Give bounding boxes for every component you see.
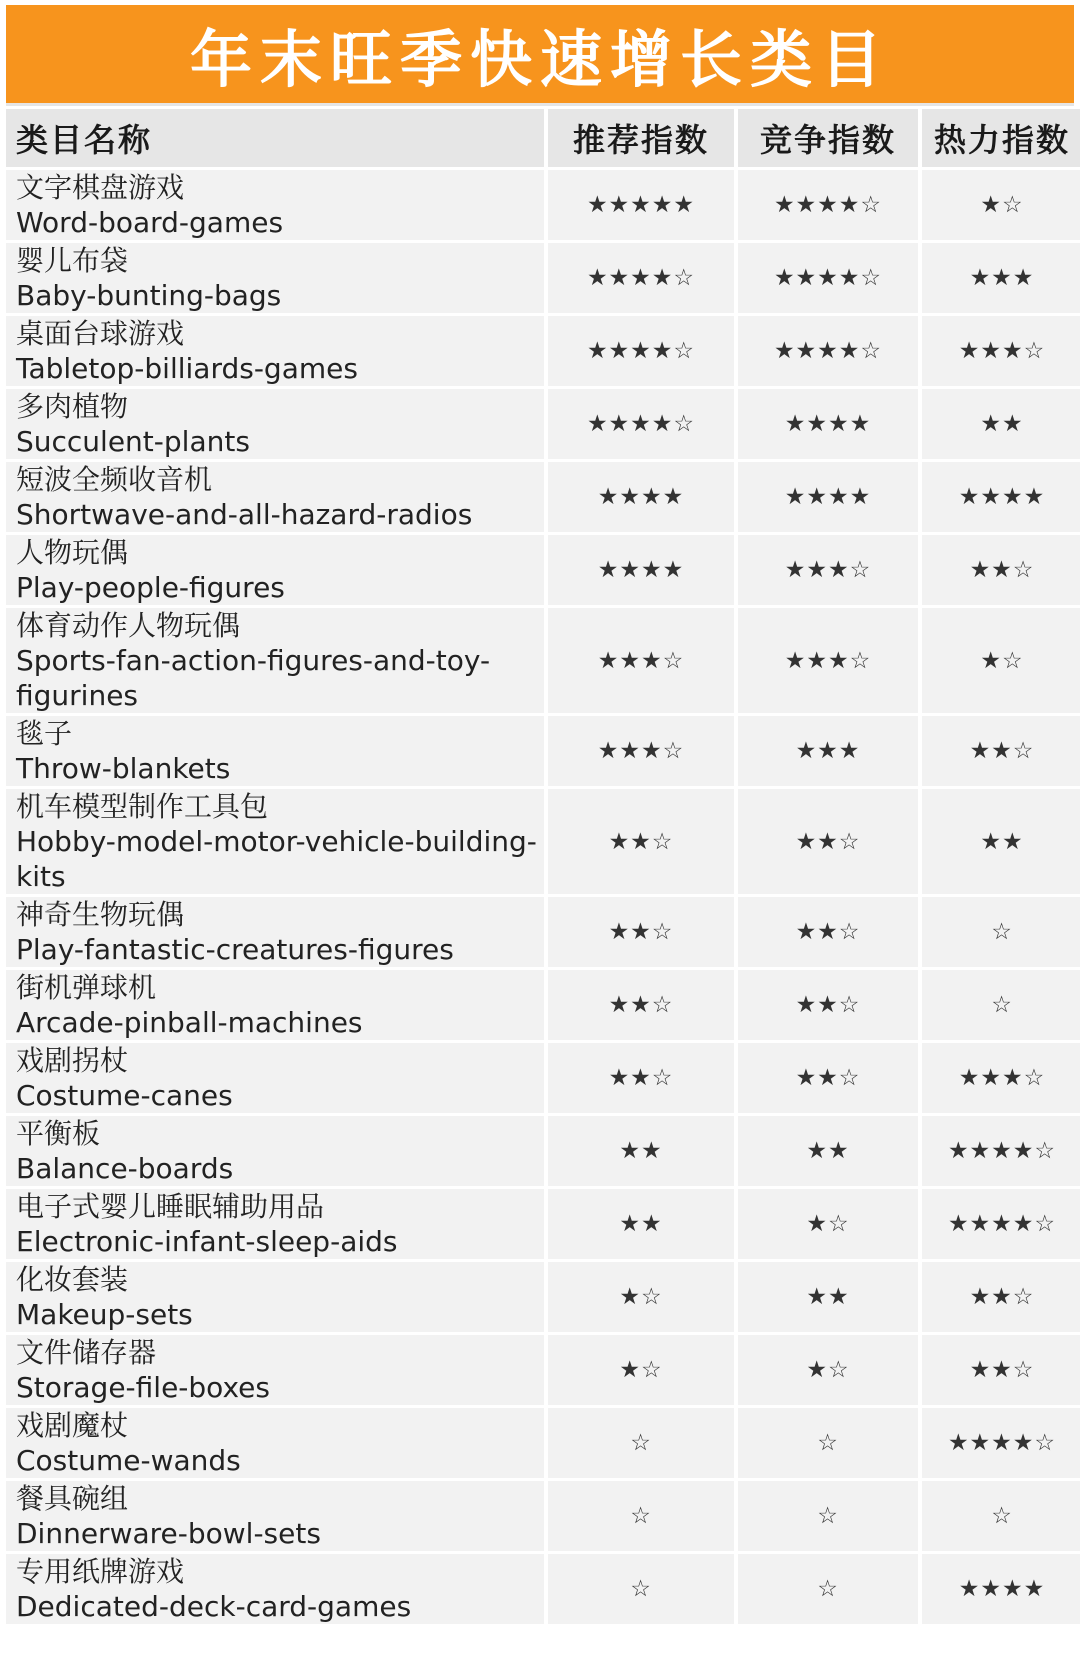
category-name-zh: 戏剧魔杖	[16, 1409, 129, 1442]
category-name-cell	[6, 1554, 544, 1624]
table-row	[6, 1408, 1080, 1478]
heat-rating: ☆	[922, 970, 1080, 1040]
category-name-en: Costume-canes	[16, 1079, 233, 1112]
category-name-zh: 餐具碗组	[16, 1482, 129, 1515]
competition-rating: ★★	[738, 1116, 918, 1186]
category-name-zh: 婴儿布袋	[16, 244, 129, 277]
category-name-en: Electronic-infant-sleep-aids	[16, 1225, 398, 1258]
heat-rating: ★★★★☆	[922, 1189, 1080, 1259]
category-name-zh: 神奇生物玩偶	[16, 898, 185, 931]
category-name-cell	[6, 608, 544, 713]
heat-rating: ★★★★	[922, 1554, 1080, 1624]
category-name-zh: 戏剧拐杖	[16, 1044, 129, 1077]
category-name-cell	[6, 1335, 544, 1405]
recommend-rating: ★★☆	[548, 970, 734, 1040]
category-name-en: Tabletop-billiards-games	[16, 352, 358, 385]
category-name-zh: 电子式婴儿睡眠辅助用品	[16, 1190, 325, 1223]
table-row	[6, 608, 1080, 713]
header-competition-index: 竞争指数	[738, 109, 918, 167]
competition-rating: ★★★★☆	[738, 316, 918, 386]
competition-rating: ★★★☆	[738, 535, 918, 605]
table-row	[6, 1043, 1080, 1113]
heat-rating: ★☆	[922, 170, 1080, 240]
recommend-rating: ★★	[548, 1116, 734, 1186]
category-name-cell	[6, 789, 544, 894]
category-name-zh: 多肉植物	[16, 390, 129, 423]
heat-rating: ★☆	[922, 608, 1080, 713]
competition-rating: ★★★★☆	[738, 243, 918, 313]
category-name-en: Dinnerware-bowl-sets	[16, 1517, 321, 1550]
heat-rating: ★★★★☆	[922, 1116, 1080, 1186]
category-name-en: Play-fantastic-creatures-figures	[16, 933, 454, 966]
category-name-en: Shortwave-and-all-hazard-radios	[16, 498, 473, 531]
table-header-row	[6, 109, 1080, 167]
table-row	[6, 243, 1080, 313]
recommend-rating: ★★★☆	[548, 716, 734, 786]
category-name-en: Succulent-plants	[16, 425, 250, 458]
table-row	[6, 535, 1080, 605]
recommend-rating: ★★★★☆	[548, 316, 734, 386]
page-title: 年末旺季快速增长类目	[6, 5, 1074, 106]
category-name-cell	[6, 316, 544, 386]
category-name-en: Throw-blankets	[16, 752, 231, 785]
category-name-en: Word-board-games	[16, 206, 284, 239]
category-name-en: Sports-fan-action-figures-and-toy-figurines	[16, 644, 491, 712]
competition-rating: ★★★★	[738, 462, 918, 532]
table-row	[6, 897, 1080, 967]
category-table	[2, 106, 1080, 1627]
category-name-zh: 化妆套装	[16, 1263, 129, 1296]
recommend-rating: ☆	[548, 1408, 734, 1478]
category-name-zh: 专用纸牌游戏	[16, 1555, 185, 1588]
category-name-zh: 机车模型制作工具包	[16, 790, 269, 823]
competition-rating: ★★★	[738, 716, 918, 786]
competition-rating: ★★☆	[738, 897, 918, 967]
category-name-cell	[6, 1043, 544, 1113]
competition-rating: ☆	[738, 1481, 918, 1551]
competition-rating: ★★★★	[738, 389, 918, 459]
category-name-cell	[6, 535, 544, 605]
table-row	[6, 1116, 1080, 1186]
table-row	[6, 1554, 1080, 1624]
category-name-cell	[6, 1262, 544, 1332]
table-row	[6, 789, 1080, 894]
table-row	[6, 462, 1080, 532]
category-name-cell	[6, 462, 544, 532]
heat-rating: ★★★	[922, 243, 1080, 313]
table-row	[6, 1481, 1080, 1551]
recommend-rating: ★★★★★	[548, 170, 734, 240]
category-name-zh: 桌面台球游戏	[16, 317, 185, 350]
category-name-en: Balance-boards	[16, 1152, 234, 1185]
category-name-zh: 毯子	[16, 717, 73, 750]
heat-rating: ★★☆	[922, 1335, 1080, 1405]
heat-rating: ★★☆	[922, 535, 1080, 605]
category-name-en: Costume-wands	[16, 1444, 241, 1477]
category-name-en: Baby-bunting-bags	[16, 279, 282, 312]
category-name-cell	[6, 170, 544, 240]
recommend-rating: ★★	[548, 1189, 734, 1259]
category-name-zh: 人物玩偶	[16, 536, 129, 569]
category-name-en: Dedicated-deck-card-games	[16, 1590, 412, 1623]
category-name-cell	[6, 716, 544, 786]
table-row	[6, 170, 1080, 240]
table-row	[6, 316, 1080, 386]
recommend-rating: ☆	[548, 1554, 734, 1624]
category-name-cell	[6, 1408, 544, 1478]
category-name-zh: 文件储存器	[16, 1336, 157, 1369]
category-name-en: Makeup-sets	[16, 1298, 193, 1331]
recommend-rating: ★★☆	[548, 897, 734, 967]
table-row	[6, 716, 1080, 786]
competition-rating: ★★★★☆	[738, 170, 918, 240]
table-row	[6, 1335, 1080, 1405]
competition-rating: ★★☆	[738, 970, 918, 1040]
competition-rating: ★★	[738, 1262, 918, 1332]
heat-rating: ★★☆	[922, 716, 1080, 786]
recommend-rating: ★☆	[548, 1335, 734, 1405]
competition-rating: ★★☆	[738, 1043, 918, 1113]
table-row	[6, 1262, 1080, 1332]
heat-rating: ★★☆	[922, 1262, 1080, 1332]
category-name-en: Storage-file-boxes	[16, 1371, 270, 1404]
category-name-cell	[6, 243, 544, 313]
recommend-rating: ★★★★	[548, 462, 734, 532]
competition-rating: ★★★☆	[738, 608, 918, 713]
category-name-cell	[6, 389, 544, 459]
category-name-zh: 文字棋盘游戏	[16, 171, 185, 204]
category-name-en: Play-people-figures	[16, 571, 285, 604]
competition-rating: ☆	[738, 1408, 918, 1478]
heat-rating: ☆	[922, 1481, 1080, 1551]
category-name-cell	[6, 1116, 544, 1186]
table-row	[6, 1189, 1080, 1259]
competition-rating: ★☆	[738, 1335, 918, 1405]
recommend-rating: ★★★★☆	[548, 243, 734, 313]
heat-rating: ★★	[922, 389, 1080, 459]
recommend-rating: ★★★☆	[548, 608, 734, 713]
heat-rating: ★★★☆	[922, 1043, 1080, 1113]
table-row	[6, 389, 1080, 459]
category-name-cell	[6, 1189, 544, 1259]
header-heat-index: 热力指数	[922, 109, 1080, 167]
header-category-name: 类目名称	[6, 109, 544, 167]
recommend-rating: ★☆	[548, 1262, 734, 1332]
competition-rating: ☆	[738, 1554, 918, 1624]
recommend-rating: ★★★★	[548, 535, 734, 605]
table-body	[6, 170, 1080, 1624]
heat-rating: ☆	[922, 897, 1080, 967]
category-name-cell	[6, 1481, 544, 1551]
recommend-rating: ★★☆	[548, 789, 734, 894]
category-name-zh: 短波全频收音机	[16, 463, 213, 496]
competition-rating: ★☆	[738, 1189, 918, 1259]
category-name-cell	[6, 970, 544, 1040]
heat-rating: ★★★★☆	[922, 1408, 1080, 1478]
category-name-cell	[6, 897, 544, 967]
category-name-zh: 体育动作人物玩偶	[16, 609, 241, 642]
heat-rating: ★★★☆	[922, 316, 1080, 386]
category-name-zh: 街机弹球机	[16, 971, 157, 1004]
competition-rating: ★★☆	[738, 789, 918, 894]
category-name-en: Hobby-model-motor-vehicle-building-kits	[16, 825, 537, 893]
category-name-en: Arcade-pinball-machines	[16, 1006, 363, 1039]
table-row	[6, 970, 1080, 1040]
heat-rating: ★★	[922, 789, 1080, 894]
recommend-rating: ★★★★☆	[548, 389, 734, 459]
category-name-zh: 平衡板	[16, 1117, 101, 1150]
recommend-rating: ☆	[548, 1481, 734, 1551]
recommend-rating: ★★☆	[548, 1043, 734, 1113]
heat-rating: ★★★★	[922, 462, 1080, 532]
header-recommend-index: 推荐指数	[548, 109, 734, 167]
